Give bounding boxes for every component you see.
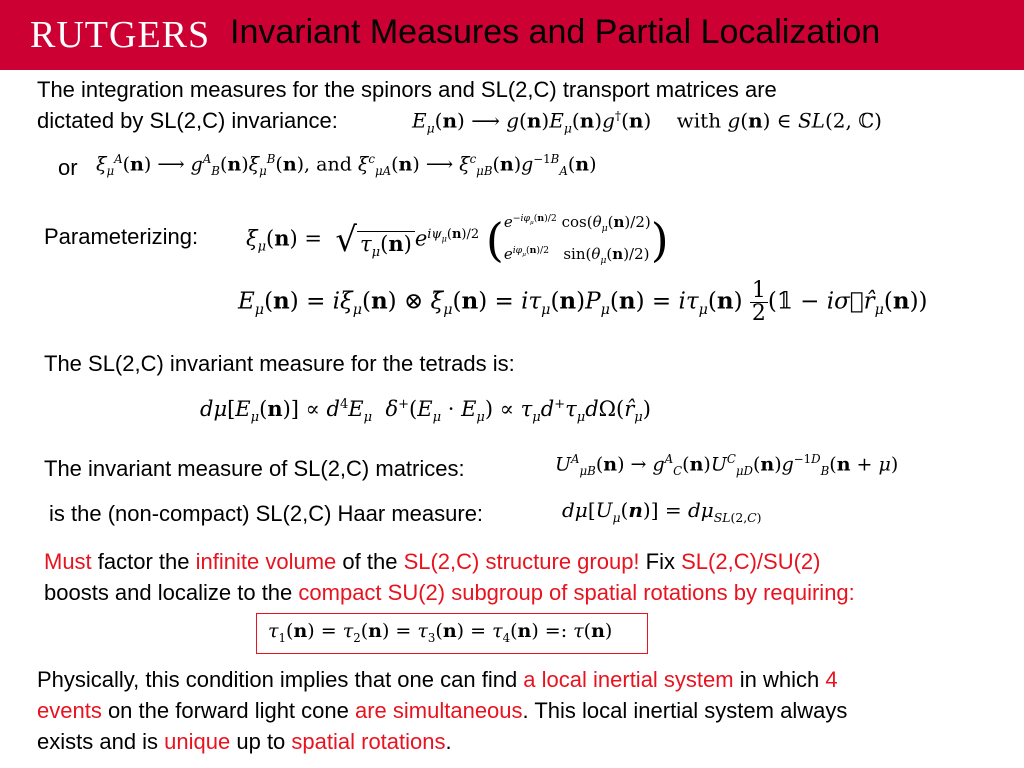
must-text-8: boosts and localize to the [44, 580, 299, 605]
su2-subgroup-text: compact SU(2) subgroup of spatial rotations by requiring: [298, 580, 855, 605]
structure-group-text: SL(2,C) structure group! [403, 549, 640, 574]
equation-spinor-transform: $\xi_\mu^A(n)$ ⟶ $g^A_B(n)\xi_\mu^B(n)$, and $\xi^c_{\mu A}(n)$ ⟶ $\xi^c_{\mu B}(n)g^{-1B}_A(n)$ [96, 152, 597, 179]
must-word: Must [44, 549, 92, 574]
equation-transport-matrix: $U^A_{\mu B}(n) \to g^A_C(n)U^C_{\mu D}(n)g^{-1D}_B(n + \mu)$ [555, 452, 899, 479]
parameterizing-label: Parameterizing: [44, 224, 199, 249]
equation-tau-condition: $\tau_1(n) = \tau_2(n) = \tau_3(n) = \tau_4(n)$ =: τ(n) [268, 620, 613, 645]
local-inertial-system-text: a local inertial system [523, 667, 734, 692]
unique-text: unique [164, 729, 231, 754]
must-line-1 [44, 546, 820, 577]
physically-line-1 [37, 664, 838, 695]
phys-text-a1: Physically, this condition implies that one can find [37, 667, 524, 692]
header-bar [0, 0, 1024, 70]
equation-haar-measure: $d\mu[U_\mu(n)] = d\mu_{SL(2,C)}$ [562, 498, 762, 525]
four-text: 4 [825, 667, 838, 692]
phys-text-c5: . [445, 729, 452, 754]
must-text-4: of the [336, 549, 404, 574]
spatial-rotations-text: spatial rotations [291, 729, 446, 754]
equation-tetrad-measure: $d\mu[E_\mu(n)] \propto d^4E_\mu$ $\delta^+(E_\mu \cdot E_\mu)$ ∝ $\tau_\mu d^+\tau_\mu d\Omega(r̂_\mu)$ [200, 396, 651, 426]
equation-e-transform: $E_\mu(n)$ ⟶ $g(n)E_\mu(n)g^\dagger(n)$ with g(n) ∈ SL(2, ℂ) [412, 108, 882, 136]
intro-line-1: The integration measures for the spinors and SL(2,C) transport matrices are [37, 77, 777, 102]
haar-measure-label: is the (non-compact) SL(2,C) Haar measure: [49, 501, 484, 526]
equation-tetrad-definition: $E_\mu(n) = i\xi_\mu(n)$ ⊗ $\xī_\mu(n) = i\tau_\mu(n)P_\mu(n) = i\tau_\mu(n)$ $\frac{1}{2}$ (𝟙 − $i\sigma⃗r̂_\mu(n)$) [238, 278, 928, 326]
slide-title: Invariant Measures and Partial Localization [230, 13, 881, 51]
phys-text-b2: on the forward light cone [101, 698, 355, 723]
phys-text-a3: in which [733, 667, 826, 692]
rutgers-logo: RUTGERS [30, 14, 211, 56]
must-line-2 [44, 577, 855, 608]
matrices-measure-label: The invariant measure of SL(2,C) matrices: [44, 456, 465, 481]
coset-text: SL(2,C)/SU(2) [681, 549, 821, 574]
physically-line-2 [37, 695, 847, 726]
equation-spinor-parameterization: $\xi_\mu(n)$ = √ $\tau_\mu(n)$ $e^{i\psi_\mu(n)/2}$ ($e^{-i\varphi_\mu(n)/2}$ $\cos(\theta_\mu(n)/2)$ $e^{i\varphi_\mu(n)/2}$ $\sin(\theta_\mu(n)/2)$) [246, 213, 669, 267]
simultaneous-text: are simultaneous [354, 698, 523, 723]
infinite-volume-text: infinite volume [195, 549, 337, 574]
physically-line-3 [37, 726, 452, 757]
intro-line-2: dictated by SL(2,C) invariance: [37, 108, 338, 133]
tetrad-measure-label: The SL(2,C) invariant measure for the tetrads is: [44, 351, 515, 376]
events-text: events [37, 698, 102, 723]
must-text-2: factor the [91, 549, 196, 574]
phys-text-b4: . This local inertial system always [522, 698, 848, 723]
must-text-6: Fix [639, 549, 682, 574]
phys-text-c1: exists and is [37, 729, 165, 754]
or-label: or [58, 155, 78, 180]
phys-text-c3: up to [230, 729, 292, 754]
